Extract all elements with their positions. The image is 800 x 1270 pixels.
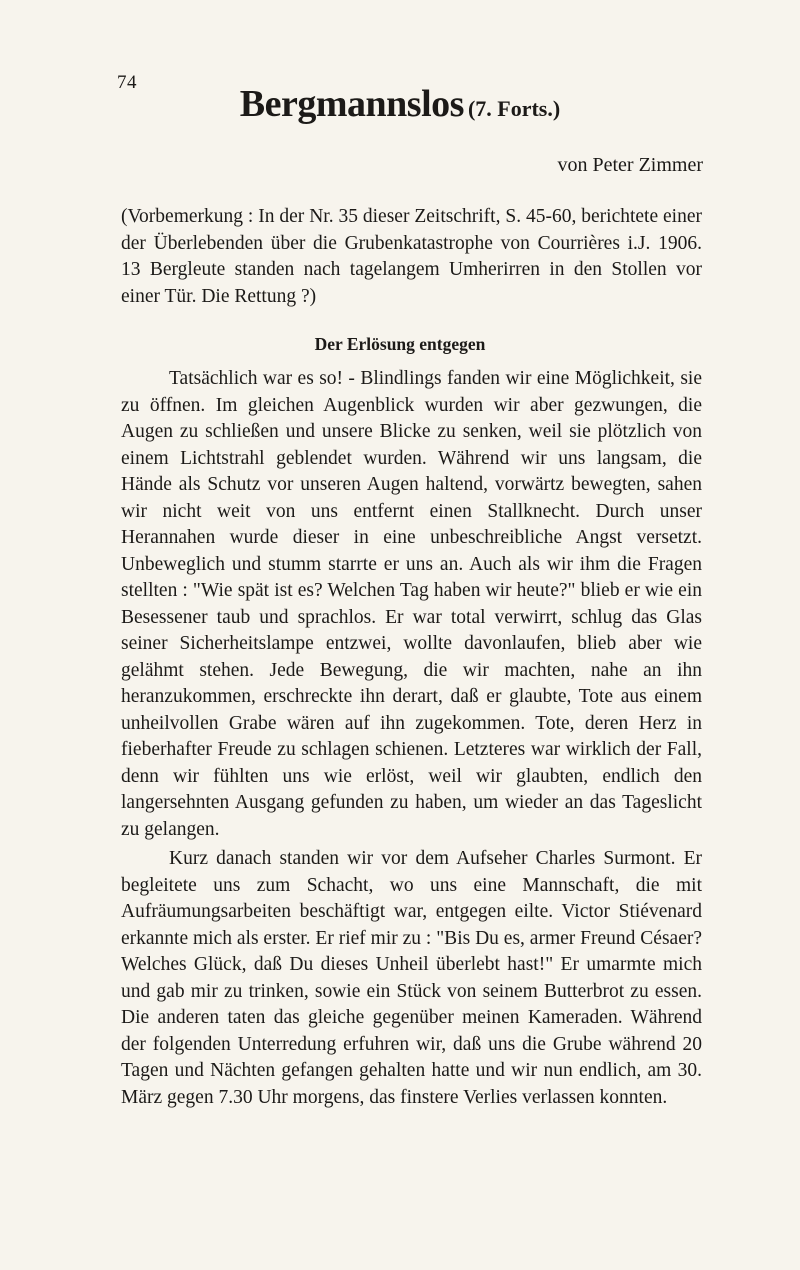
- title-suffix: (7. Forts.): [467, 96, 561, 121]
- page-number: 74: [117, 72, 137, 93]
- body-paragraph-1: Tatsächlich war es so! - Blindlings fanden wir eine Möglichkeit, sie zu öffnen. Im gleichen Augenblick wurden wir aber gezwungen, die Augen zu schließen und unsere Blicke zu senken, weil sie plötzlich von einem Lichtstrahl geblendet wurden. Während wir uns langsam, die Hände als Schutz vor unseren Augen haltend, vorwärtz bewegten, sahen wir nicht weit von uns entfernt einen Stallknecht. Durch unser Herannahen wurde dieser in eine unbeschreibliche Angst versetzt. Unbeweglich und stumm starrte er uns an. Auch als wir ihm die Fragen stellten : "Wie spät ist es? Welchen Tag haben wir heute?" blieb er wie ein Besessener taub und sprachlos. Er war total verwirrt, schlug das Glas seiner Sicherheitslampe entzwei, wollte davonlaufen, blieb aber wie gelähmt stehen. Jede Bewegung, die wir machten, nahe an ihn heranzukommen, erschreckte ihn derart, daß er glaubte, Tote aus einem unheilvollen Grabe wären auf ihn zugekommen. Tote, deren Herz in fieberhafter Freude zu schlagen schienen. Letzteres war wirklich der Fall, denn wir fühlten uns wie erlöst, weil wir glaubten, endlich den langersehnten Ausgang gefunden zu haben, um wieder an das Tageslicht zu gelangen.: [121, 368, 702, 840]
- title-main: Bergmannslos: [239, 83, 464, 125]
- body-paragraph-2: Kurz danach standen wir vor dem Aufseher Charles Surmont. Er begleitete uns zum Schacht, wo uns eine Mannschaft, die mit Aufräumungsarbeiten beschäftigt war, entgegen eilte. Victor Stiévenard erkannte mich als erster. Er rief mir zu : "Bis Du es, armer Freund Césaer? Welches Glück, daß Du dieses Unheil überlebt hast!" Er umarmte mich und gab mir zu trinken, sowie ein Stück von seinem Butterbrot zu essen. Die anderen taten das gleiche gegenüber meinen Kameraden. Während der folgenden Unterredung erfuhren wir, daß uns die Grube während 20 Tagen und Nächten gefangen gehalten hatte und wir nun endlich, am 30. März gegen 7.30 Uhr morgens, das finstere Verlies verlassen konnten.: [121, 848, 702, 1108]
- preface-paragraph: (Vorbemerkung : In der Nr. 35 dieser Zeitschrift, S. 45-60, berichtete einer der Überlebenden über die Grubenkatastrophe von Courrières i.J. 1906. 13 Bergleute standen nach tagelangem Umherirren in den Stollen vor einer Tür. Die Rettung ?): [121, 206, 702, 307]
- author-byline: von Peter Zimmer: [557, 154, 703, 176]
- page-title: [0, 82, 800, 126]
- section-heading: Der Erlösung entgegen: [314, 334, 486, 354]
